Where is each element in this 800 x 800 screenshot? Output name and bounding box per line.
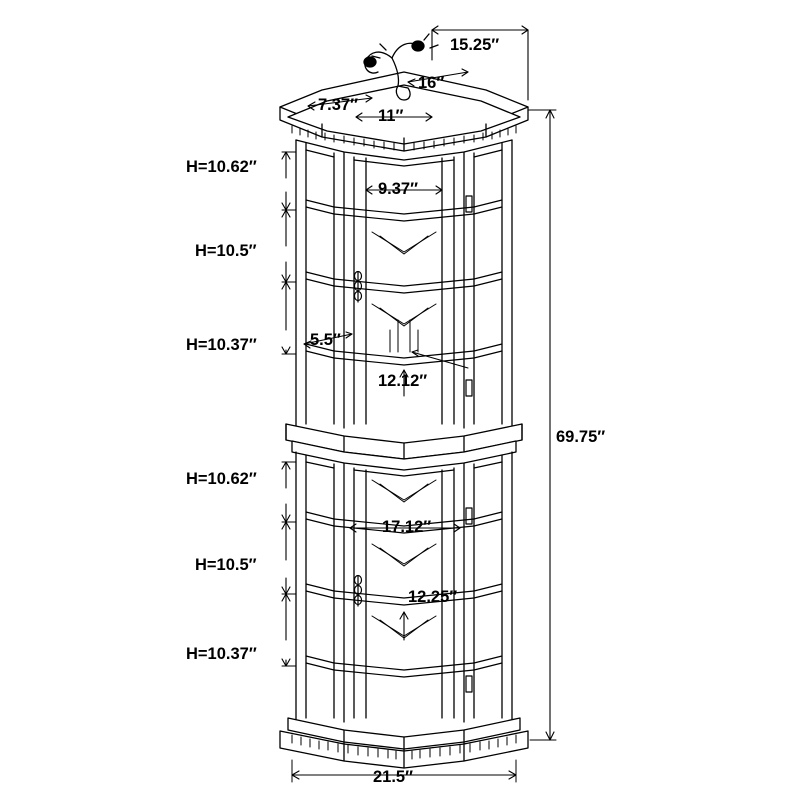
door-handle-icon-lower (355, 576, 362, 607)
lower-shelves-left (306, 512, 334, 670)
upper-shelves-right (474, 200, 502, 358)
mid-rail (286, 424, 522, 470)
base-molding (280, 718, 528, 768)
lower-cabinet-body (296, 452, 512, 722)
dim-interior-width-lower: 17.12″ (382, 518, 432, 536)
dim-shelf-side-width: 5.5″ (310, 331, 341, 349)
dim-top-diagonal-right: 15.25″ (450, 36, 500, 54)
dim-interior-depth-upper: 12.12″ (378, 372, 428, 390)
dim-overall-height: 69.75″ (556, 428, 606, 446)
shelf-height-upper-3: H=10.37″ (186, 336, 257, 354)
dim-interior-depth-lower: 12.25″ (408, 588, 458, 606)
door-handle-icon-upper (355, 272, 362, 303)
shelf-height-lower-2: H=10.5″ (195, 556, 257, 574)
dim-top-face-16: 16″ (418, 74, 445, 92)
shelf-height-upper-2: H=10.5″ (195, 242, 257, 260)
dim-overall-width: 21.5″ (373, 768, 414, 786)
upper-interior-reflections (372, 232, 436, 352)
dim-top-face-11: 11″ (378, 107, 404, 125)
dim-top-depth-left: 7.37″ (318, 96, 359, 114)
lower-shelves-right (474, 512, 502, 670)
shelf-height-lower-1: H=10.62″ (186, 470, 257, 488)
shelf-height-lower-3: H=10.37″ (186, 645, 257, 663)
dim-door-width-upper: 9.37″ (378, 180, 419, 198)
shelf-height-upper-1: H=10.62″ (186, 158, 257, 176)
